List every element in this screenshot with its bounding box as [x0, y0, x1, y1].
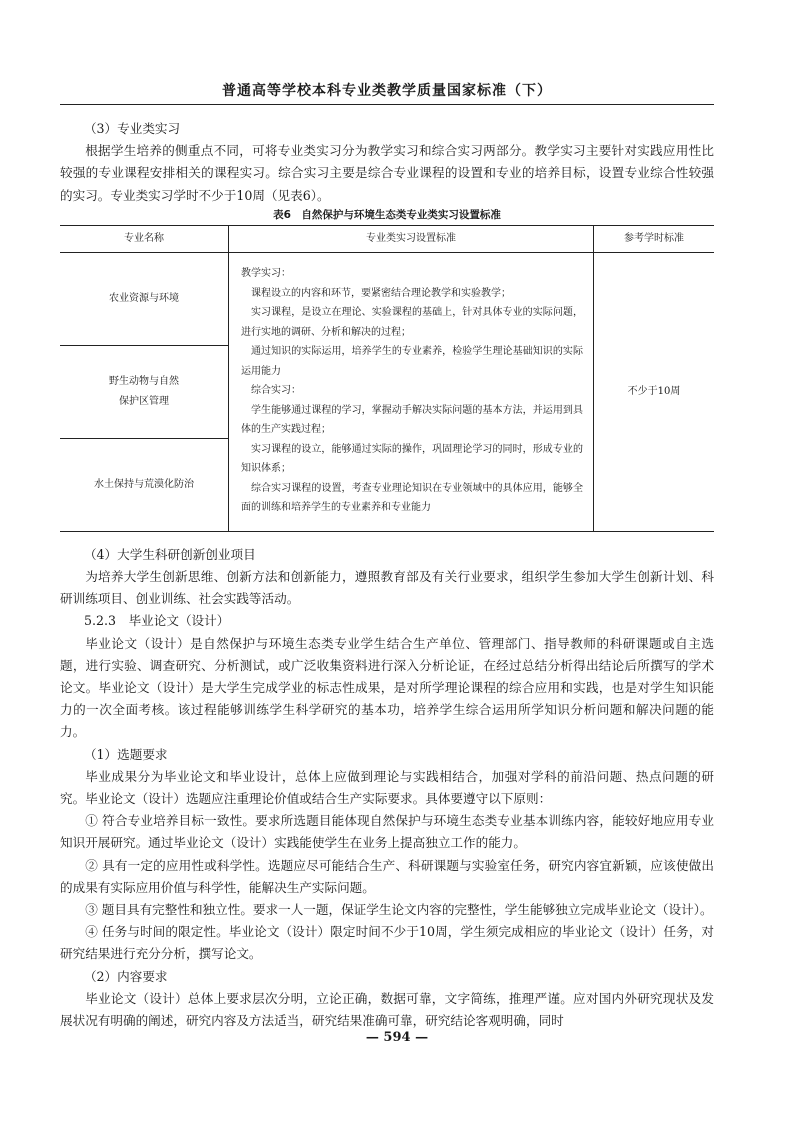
column-header-major: 专业名称 [60, 225, 229, 252]
requirement-line: 综合实习课程的设置，考查专业理论知识在专业领域中的具体应用，能够全面的训练和培养学生的专业素养和专业能力 [241, 482, 583, 514]
major-name [60, 346, 228, 439]
heading-thesis: 5.2.3 毕业论文（设计） [83, 613, 230, 629]
page-body [60, 118, 714, 1032]
paragraph-internship: 根据学生培养的侧重点不同，可将专业类实习分为教学实习和综合实习两部分。教学实习主要针对实践应用性比较强的专业课程安排相关的课程实习。综合实习主要是综合专业课程的设置和专业的培养目标，设置专业综合性较强的实习。专业类实习学时不少于10周（见表6）。 [60, 143, 714, 203]
heading-content-requirements: （2）内容要求 [83, 968, 168, 984]
major-name: 农业资源与环境 [60, 253, 228, 346]
internship-standard-table [60, 225, 714, 532]
major-name-text: 野生动物与自然保护区管理 [109, 376, 179, 407]
topic-principle-item: ④ 任务与时间的限定性。毕业论文（设计）限定时间不少于10周，学生须完成相应的毕业论文（设计）任务，对研究结果进行充分分析，撰写论文。 [60, 924, 714, 962]
requirement-line: 通过知识的实际运用，培养学生的专业素养，检验学生理论基础知识的实际运用能力 [241, 346, 583, 377]
requirement-line: 课程设立的内容和环节，要紧密结合理论教学和实验教学； [251, 287, 511, 299]
topic-principle-item: ② 具有一定的应用性或科学性。选题应尽可能结合生产、科研课题与实验室任务，研究内容宜新颖，应该使做出的成果有实际应用价值与科学性，能解决生产实际问题。 [60, 857, 714, 895]
paragraph-topic-requirements: 毕业成果分为毕业论文和毕业设计，总体上应做到理论与实践相结合，加强对学科的前沿问题、热点问题的研究。毕业论文（设计）选题应注重理论价值或结合生产实际要求。具体要遵守以下原则： [60, 768, 714, 807]
requirement-line: 实习课程的设立，能够通过实际的操作，巩固理论学习的同时，形成专业的知识体系； [241, 443, 583, 475]
page-number: — 594 — [365, 1030, 429, 1045]
running-header: 普通高等学校本科专业类教学质量国家标准（下） [222, 83, 552, 99]
requirement-line: 实习课程，是设立在理论、实验课程的基础上，针对具体专业的实际问题，进行实地的调研、分析和解决的过程； [241, 307, 583, 338]
topic-principle-item: ① 符合专业培养目标一致性。要求所选题目能体现自然保护与环境生态类专业基本训练内容，能较好地应用专业知识开展研究。通过毕业论文（设计）实践能使学生在业务上提高独立工作的能力。 [60, 813, 714, 851]
hours-cell: 不少于10周 [594, 252, 715, 531]
table-caption: 表6 自然保护与环境生态类专业类实习设置标准 [273, 208, 501, 221]
header-rule [60, 104, 714, 105]
column-header-hours: 参考学时标准 [594, 225, 715, 252]
heading-innovation: （4）大学生科研创新创业项目 [83, 546, 256, 562]
heading-internship: （3）专业类实习 [83, 121, 181, 136]
paragraph-content-requirements: 毕业论文（设计）总体上要求层次分明，立论正确，数据可靠，文字简练，推理严谨。应对国内外研究现状及发展状况有明确的阐述，研究内容及方法适当，研究结果准确可靠，研究结论客观明确，同时 [60, 990, 714, 1029]
major-name: 水土保持与荒漠化防治 [94, 479, 194, 491]
topic-principle-item: ③ 题目具有完整性和独立性。要求一人一题，保证学生论文内容的完整性，学生能够独立完成毕业论文（设计）。 [85, 902, 713, 918]
requirement-line: 学生能够通过课程的学习，掌握动手解决实际问题的基本方法，并运用到具体的生产实践过程； [241, 404, 583, 436]
major-list-cell [60, 252, 229, 531]
column-header-standard: 专业类实习设置标准 [229, 225, 594, 252]
requirements-cell [229, 252, 594, 531]
requirement-line: 综合实习： [251, 385, 301, 397]
requirement-line: 教学实习： [241, 268, 291, 280]
paragraph-thesis: 毕业论文（设计）是自然保护与环境生态类专业学生结合生产单位、管理部门、指导教师的科研课题或自主选题，进行实验、调查研究、分析测试，或广泛收集资料进行深入分析论证，在经过总结分析得出结论后所撰写的学术论文。毕业论文（设计）是大学生完成学业的标志性成果，是对所学理论课程的综合应用和实践，也是对学生知识能力的一次全面考核。该过程能够训练学生科学研究的基本功，培养学生综合运用所学知识分析问题和解决问题的能力。 [60, 635, 714, 740]
paragraph-innovation: 为培养大学生创新思维、创新方法和创新能力，遵照教育部及有关行业要求，组织学生参加大学生创新计划、科研训练项目、创业训练、社会实践等活动。 [60, 569, 714, 607]
heading-topic-requirements: （1）选题要求 [83, 746, 168, 762]
